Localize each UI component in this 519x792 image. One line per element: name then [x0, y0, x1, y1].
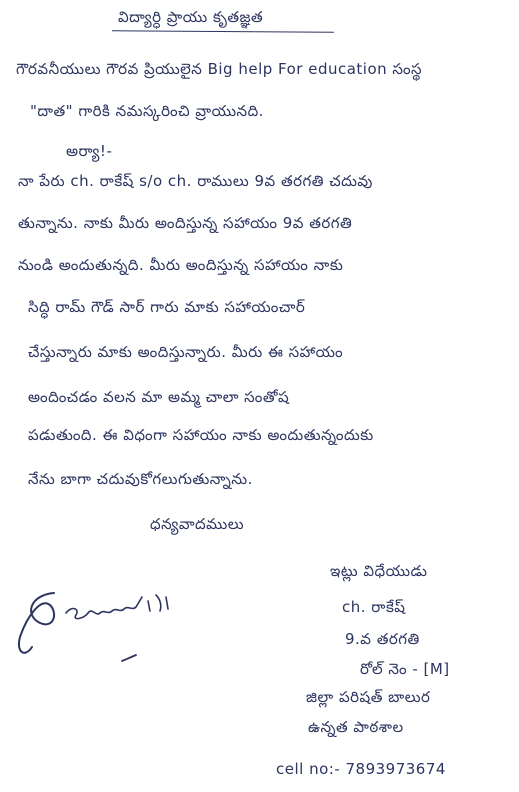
- sender-school-1: జిల్లా పరిషత్ బాలుర: [306, 688, 431, 706]
- sender-name: ch. రాకేష్: [342, 598, 406, 616]
- body-line: అందించడం వలన మా అమ్మ చాలా సంతోష: [28, 388, 290, 406]
- subject-label: అర్యా!-: [66, 142, 113, 160]
- closing-thanks: ధన్యవాదములు: [150, 515, 245, 533]
- sender-class: 9.వ తరగతి: [345, 630, 420, 648]
- sender-cell: cell no:- 7893973674: [276, 760, 446, 778]
- letter-title: విద్యార్ధి ప్రాయు కృతజ్ఞత: [118, 8, 264, 26]
- salutation-line-2: "దాత" గారికి నమస్కరించి వ్రాయునది.: [30, 102, 264, 120]
- body-line: చేస్తున్నారు మాకు అందిస్తున్నారు. మీరు ఈ సహాయం: [28, 343, 344, 361]
- body-line: నా పేరు ch. రాకేష్ s/o ch. రాములు 9వ తరగతి చదువు: [18, 172, 373, 190]
- sender-roll: రోల్ నెం - [M]: [360, 660, 450, 678]
- body-line: తున్నాను. నాకు మీరు అందిస్తున్న సహాయం 9వ తరగతి: [18, 214, 353, 232]
- sender-school-2: ఉన్నత పాఠశాల: [308, 718, 404, 736]
- body-line: నేను బాగా చదువుకోగలుగుతున్నాను.: [28, 470, 253, 488]
- body-line: నుండి అందుతున్నది. మీరు అందిస్తున్న సహాయం నాకు: [18, 256, 344, 274]
- title-underline: [112, 30, 334, 33]
- body-line: పడుతుంది. ఈ విధంగా సహాయం నాకు అందుతున్నందుకు: [28, 426, 374, 444]
- body-line: సిద్ధి రామ్ గౌడ్ సార్ గారు మాకు సహాయంచార్: [28, 298, 306, 316]
- sender-line-1: ఇట్లు విధేయుడు: [330, 562, 428, 580]
- salutation-line-1: గౌరవనీయులు గౌరవ ప్రియులైన Big help For education సంస్థ: [16, 60, 423, 78]
- handwritten-signature: [10, 575, 220, 675]
